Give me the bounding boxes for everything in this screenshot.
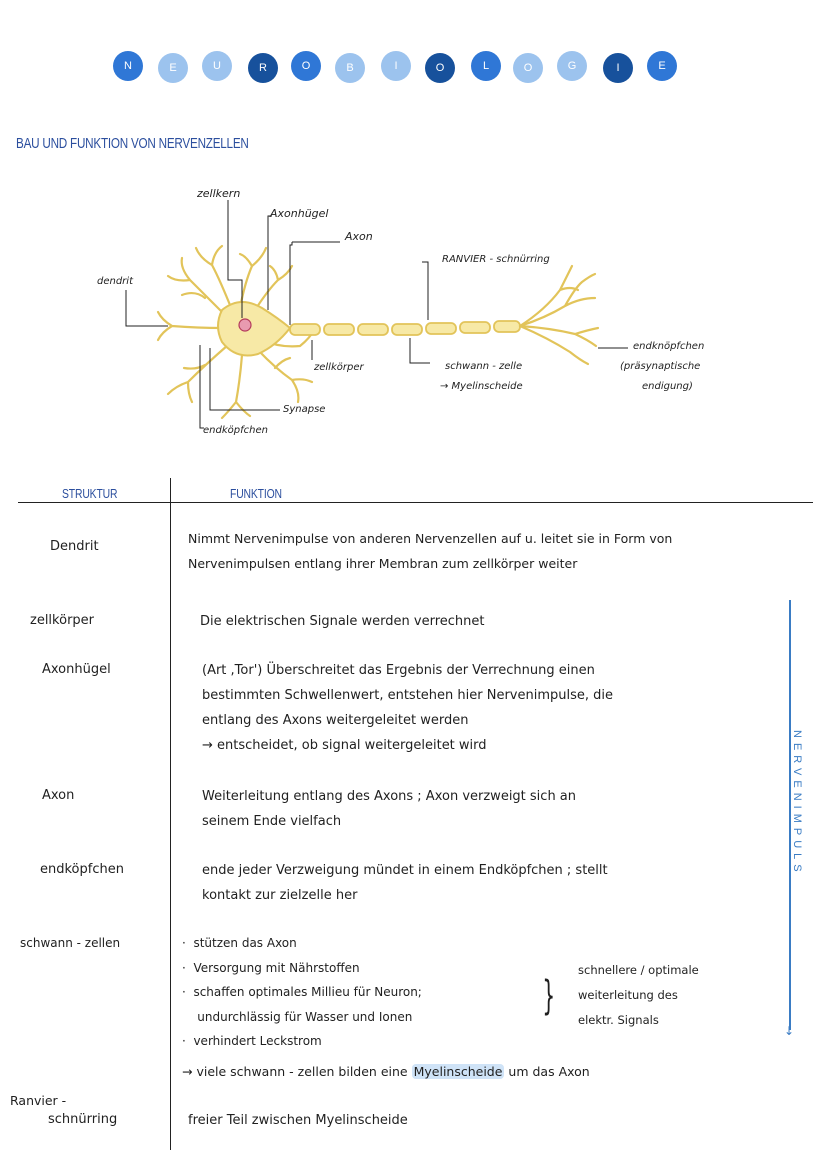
label-axonhuegel: Axonhügel [270,207,329,220]
title-letter-circle: O [425,53,455,83]
label-leaders [126,200,628,428]
title-letter-circle: N [113,51,143,81]
title-letter-circle: L [471,51,501,81]
table-header-rule [18,502,813,503]
fn-axonhuegel: (Art ,Tor') Überschreitet das Ergebnis der Verrechnung einen bestimmten Schwellenwert, entstehen hier Nervenimpulse, die entlang des Axons weitergeleitet werden → entscheidet, ob signal weitergeleitet wird [202,663,614,753]
title-letter-circle: E [158,53,188,83]
section-title: BAU UND FUNKTION VON NERVENZELLEN [16,135,249,152]
title-letter-circle: R [248,53,278,83]
term-ranvier-line1: Ranvier - [10,1093,67,1108]
label-endigung: endigung) [642,381,693,392]
label-myelin: → Myelinscheide [440,381,523,392]
myelinscheide-highlight: Myelinscheide [413,1064,503,1079]
fn-axon: Weiterleitung entlang des Axons ; Axon verzweigt sich an seinem Ende vielfach [202,789,577,829]
label-endknoepfchen: endknöpfchen [633,341,705,352]
myelin-segments [290,321,520,335]
term-schwann: schwann - zellen [20,936,121,950]
term-endkoepfchen: endköpfchen [40,862,124,877]
nucleus [239,319,251,331]
nervenimpuls-arrow-icon: ↓ [784,1024,795,1038]
label-zellkoerper: zellkörper [314,362,364,373]
title-letter-circle: O [513,53,543,83]
header-struktur: STRUKTUR [62,486,118,501]
label-schwann: schwann - zelle [445,361,523,372]
title-letter-circle: G [557,51,587,81]
title-letter-circle: U [202,51,232,81]
fn-schwann-bullets: · stützen das Axon · Versorgung mit Nährstoffen · schaffen optimales Millieu für Neuron; undurchlässig für Wasser und Ionen · verhindert Leckstrom [182,936,422,1048]
fn-dendrit: Nimmt Nervenimpulse von anderen Nervenzellen auf u. leitet sie in Form von Nervenimpulsen entlang ihrer Membran zum zellkörper weiter [188,531,673,571]
title-letter-circle: B [335,53,365,83]
fn-ranvier: freier Teil zwischen Myelinscheide [188,1113,408,1128]
label-synapse: Synapse [283,404,326,415]
neuron-diagram [0,170,828,450]
header-funktion: FUNKTION [230,486,282,501]
label-dendrit: dendrit [97,276,133,287]
table-column-rule [170,478,171,1150]
term-axon: Axon [42,788,75,803]
nervenimpuls-label: NERVENIMPULS [791,730,803,877]
cell-body [218,302,290,356]
label-ranvier: RANVIER - schnürring [442,254,550,265]
fn-zellkoerper: Die elektrischen Signale werden verrechnet [200,614,485,629]
brace-icon: } [542,973,556,1019]
term-ranvier-line2: schnürring [48,1112,118,1127]
label-endkoepfchen: endköpfchen [203,425,268,436]
title-letter-circle: I [603,53,633,83]
axon-terminals [520,266,598,364]
fn-schwann-summary: → viele schwann - zellen bilden eine Myelinscheide um das Axon [182,1064,590,1079]
title-letter-circle: E [647,51,677,81]
label-axon: Axon [345,230,373,243]
term-dendrit: Dendrit [50,539,99,554]
fn-schwann-brace-note: schnellere / optimale weiterleitung des elektr. Signals [578,963,699,1027]
term-zellkoerper: zellkörper [30,613,95,628]
title-letter-circle: O [291,51,321,81]
label-zellkern: zellkern [197,187,241,200]
label-praesynaptisch: (präsynaptische [620,361,701,372]
term-axonhuegel: Axonhügel [42,662,111,677]
title-letter-circle: I [381,51,411,81]
fn-endkoepfchen: ende jeder Verzweigung mündet in einem Endköpfchen ; stellt kontakt zur zielzelle her [202,863,608,903]
